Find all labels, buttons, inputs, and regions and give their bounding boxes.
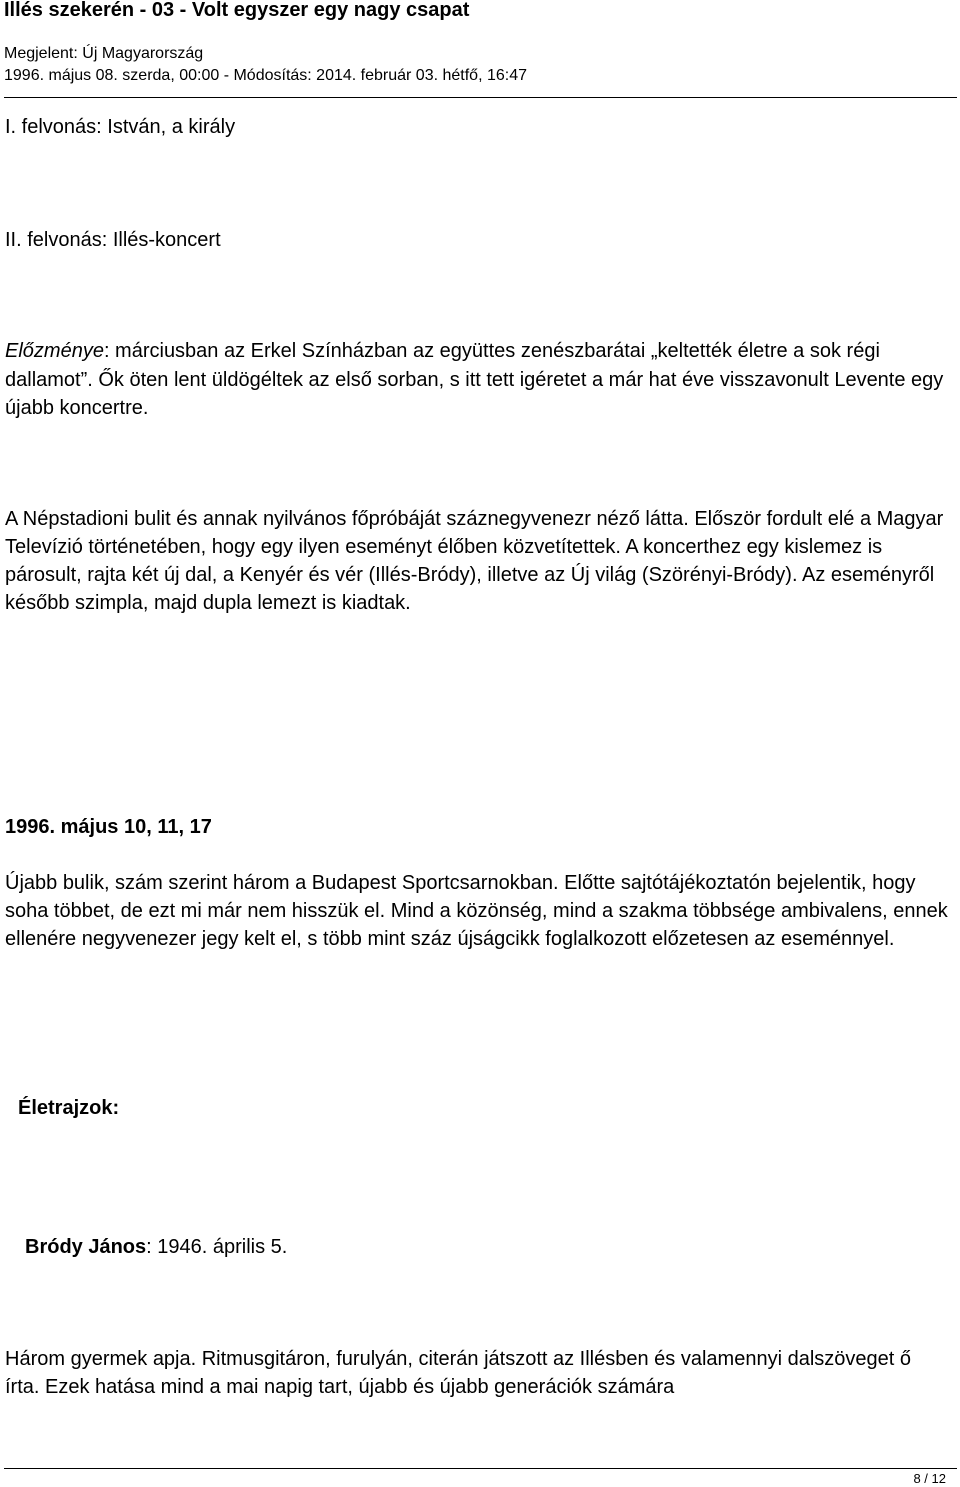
act1-heading: I. felvonás: István, a király (5, 116, 236, 138)
dates-line: 1996. május 08. szerda, 00:00 - Módosítás: 2014. február 03. hétfő, 16:47 (4, 67, 527, 84)
premise-paragraph (5, 337, 950, 423)
brody-birthdate: : 1946. április 5. (146, 1236, 288, 1258)
footer-divider (4, 1468, 957, 1469)
brody-line (25, 1233, 525, 1262)
act2-heading: II. felvonás: Illés-koncert (5, 229, 221, 251)
sportcsarnok-paragraph: Újabb bulik, szám szerint három a Budapest Sportcsarnokban. Előtte sajtótájékoztatón bejelentik, hogy soha többet, de ezt mi már nem hisszük el. Mind a közönség, mind a szakma többsége ambivalens, ennek ellenére negyvenezer jegy kelt el, s több mint száz újságcikk foglalkozott előzetesen az eseménnyel. (5, 872, 948, 950)
nepstadion-paragraph: A Népstadioni bulit és annak nyilvános főpróbáját száznegyvenezr néző látta. Először fordult elé a Magyar Televízió történetében, hogy egy ilyen eseményt élőben közvetítettek. A koncerthez egy kislemez is párosult, rajta két új dal, a Kenyér és vér (Illés-Bródy), illetve az Új világ (Szörényi-Bródy). Az eseményről később szimpla, majd dupla lemezt is kiadtak. (5, 508, 944, 614)
premise-text: : márciusban az Erkel Színházban az együttes zenészbarátai „keltették életre a sok régi dallamot”. Ők öten lent üldögéltek az első sorban, s itt tett igéretet a már hat éve visszavonult Levente egy újabb koncertre. (5, 340, 944, 419)
header-divider (4, 97, 957, 98)
published-line: Megjelent: Új Magyarország (4, 45, 204, 62)
article-title: Illés szekerén - 03 - Volt egyszer egy nagy csapat (4, 0, 470, 21)
brody-bio-paragraph: Három gyermek apja. Ritmusgitáron, furulyán, citerán játszott az Illésben és valamennyi dalszöveget ő írta. Ezek hatása mind a mai napig tart, újabb és újabb generációk számára (5, 1348, 911, 1398)
article-meta (4, 43, 527, 87)
biographies-heading: Életrajzok: (18, 1097, 120, 1119)
premise-label: Előzménye (5, 340, 104, 362)
brody-name: Bródy János (25, 1236, 147, 1258)
page-number: 8 / 12 (913, 1471, 946, 1486)
date-heading: 1996. május 10, 11, 17 (5, 816, 212, 838)
